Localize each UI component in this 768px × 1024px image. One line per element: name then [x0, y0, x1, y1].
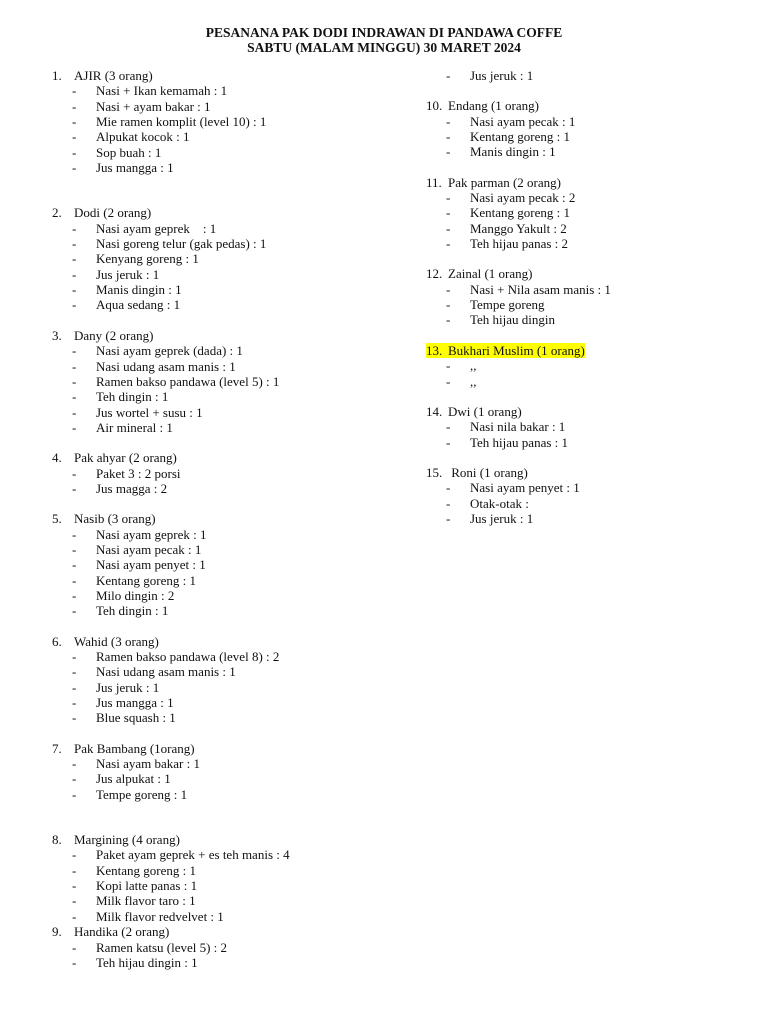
- order-items: [426, 282, 756, 328]
- item-text: Jus mangga : 1: [96, 160, 174, 176]
- bullet-dash: -: [72, 83, 77, 99]
- item-text: Sop buah : 1: [96, 144, 162, 160]
- bullet-dash: -: [72, 526, 77, 542]
- list-item: [52, 251, 392, 266]
- item-text: ,,: [470, 373, 477, 389]
- bullet-dash: -: [446, 434, 451, 450]
- bullet-dash: -: [72, 129, 77, 145]
- list-item: [426, 68, 756, 83]
- list-item: [52, 771, 392, 786]
- order-number: 2.: [52, 205, 62, 221]
- order-customer: Roni (1 orang): [448, 464, 528, 480]
- item-text: Nasi + ayam bakar : 1: [96, 98, 211, 114]
- order-heading: [52, 741, 392, 756]
- bullet-dash: -: [446, 205, 451, 221]
- list-item: [426, 129, 756, 144]
- item-text: Kentang goreng : 1: [96, 862, 197, 878]
- list-item: [52, 710, 392, 725]
- order-customer: Pak ahyar (2 orang): [74, 450, 177, 466]
- order-heading: [52, 450, 392, 465]
- bullet-dash: -: [446, 281, 451, 297]
- order-number: 10.: [426, 98, 443, 114]
- item-text: Milo dingin : 2: [96, 587, 175, 603]
- list-item: [426, 435, 756, 450]
- order-heading: [426, 98, 756, 113]
- order-heading: [426, 343, 756, 358]
- bullet-dash: -: [446, 495, 451, 511]
- order-9: [52, 924, 392, 970]
- item-text: Nasi nila bakar : 1: [470, 419, 566, 435]
- bullet-dash: -: [72, 679, 77, 695]
- list-item: [426, 312, 756, 327]
- order-items: [426, 114, 756, 160]
- order-5: [52, 511, 392, 618]
- bullet-dash: -: [72, 664, 77, 680]
- item-text: Manggo Yakult : 2: [470, 220, 567, 236]
- item-text: Ramen katsu (level 5) : 2: [96, 939, 228, 955]
- bullet-dash: -: [72, 297, 77, 313]
- item-text: Air mineral : 1: [96, 419, 173, 435]
- item-text: Milk flavor taro : 1: [96, 893, 196, 909]
- order-customer: Bukhari Muslim (1 orang): [448, 342, 585, 358]
- list-item: [52, 129, 392, 144]
- list-item: [426, 221, 756, 236]
- bullet-dash: -: [72, 419, 77, 435]
- bullet-dash: -: [72, 465, 77, 481]
- bullet-dash: -: [72, 771, 77, 787]
- bullet-dash: -: [72, 893, 77, 909]
- order-heading: [52, 328, 392, 343]
- item-text: Jus jeruk : 1: [96, 266, 160, 282]
- list-item: [52, 83, 392, 98]
- order-11: [426, 175, 756, 252]
- order-10: [426, 98, 756, 159]
- title-line-1: PESANANA PAK DODI INDRAWAN DI PANDAWA COFFE: [205, 25, 563, 40]
- order-1: [52, 68, 392, 175]
- order-number: 5.: [52, 511, 62, 527]
- bullet-dash: -: [446, 113, 451, 129]
- item-text: Nasi ayam bakar : 1: [96, 756, 200, 772]
- list-item: [426, 114, 756, 129]
- item-text: Teh hijau panas : 2: [470, 236, 569, 252]
- order-number: 6.: [52, 633, 62, 649]
- bullet-dash: -: [72, 695, 77, 711]
- order-number: 4.: [52, 450, 62, 466]
- list-item: [52, 527, 392, 542]
- list-item: [426, 374, 756, 389]
- list-item: [52, 588, 392, 603]
- order-customer: Dodi (2 orang): [74, 205, 152, 221]
- bullet-dash: -: [72, 878, 77, 894]
- order-heading: [52, 924, 392, 939]
- order-heading: [52, 511, 392, 526]
- bullet-dash: -: [72, 389, 77, 405]
- bullet-dash: -: [446, 297, 451, 313]
- list-item: [426, 496, 756, 511]
- bullet-dash: -: [72, 649, 77, 664]
- bullet-dash: -: [446, 190, 451, 206]
- item-text: Jus jeruk : 1: [96, 679, 160, 695]
- list-item: [52, 573, 392, 588]
- list-item: [52, 680, 392, 695]
- item-text: Nasi ayam pecak : 1: [470, 113, 576, 129]
- order-number: 7.: [52, 740, 62, 756]
- item-text: Tempe goreng: [470, 297, 545, 313]
- item-text: Manis dingin : 1: [96, 282, 182, 298]
- order-7: [52, 741, 392, 802]
- item-text: Nasi ayam pecak : 1: [96, 541, 202, 557]
- bullet-dash: -: [446, 510, 451, 526]
- order-items: [52, 756, 392, 802]
- bullet-dash: -: [72, 236, 77, 252]
- list-item: [426, 236, 756, 251]
- list-item: [52, 649, 392, 664]
- list-item: [426, 480, 756, 495]
- bullet-dash: -: [72, 756, 77, 772]
- order-customer: Dwi (1 orang): [448, 403, 522, 419]
- order-customer: Margining (4 orang): [74, 832, 180, 848]
- order-customer: AJIR (3 orang): [74, 68, 153, 83]
- title-line-2: SABTU (MALAM MINGGU) 30 MARET 2024: [247, 40, 521, 55]
- list-item: [426, 282, 756, 297]
- item-text: Nasi udang asam manis : 1: [96, 664, 236, 680]
- list-item: [52, 863, 392, 878]
- order-heading: [52, 832, 392, 847]
- item-text: Nasi goreng telur (gak pedas) : 1: [96, 236, 267, 252]
- order-items: [52, 940, 392, 971]
- item-text: Nasi + Nila asam manis : 1: [470, 281, 611, 297]
- list-item: [52, 893, 392, 908]
- order-number: 8.: [52, 832, 62, 848]
- order-heading: [52, 634, 392, 649]
- item-text: Jus wortel + susu : 1: [96, 404, 203, 420]
- item-text: Paket 3 : 2 porsi: [96, 465, 181, 481]
- order-items: [52, 527, 392, 619]
- list-item: [52, 603, 392, 618]
- item-text: Nasi + Ikan kemamah : 1: [96, 83, 228, 99]
- order-heading: [426, 266, 756, 281]
- bullet-dash: -: [446, 220, 451, 236]
- order-heading: [426, 465, 756, 480]
- item-text: Nasi ayam geprek (dada) : 1: [96, 343, 243, 359]
- bullet-dash: -: [72, 343, 77, 359]
- order-items: [52, 649, 392, 726]
- order-8: [52, 832, 392, 924]
- document-title: [0, 25, 768, 55]
- list-item: [426, 205, 756, 220]
- item-text: Jus jeruk : 1: [470, 68, 534, 83]
- item-text: Blue squash : 1: [96, 710, 176, 726]
- order-heading: [426, 175, 756, 190]
- list-item: [52, 909, 392, 924]
- bullet-dash: -: [446, 236, 451, 252]
- list-item: [52, 145, 392, 160]
- order-heading: [426, 404, 756, 419]
- list-item: [426, 144, 756, 159]
- list-item: [52, 221, 392, 236]
- bullet-dash: -: [72, 404, 77, 420]
- bullet-dash: -: [72, 220, 77, 236]
- order-number: 15.: [426, 464, 443, 480]
- item-text: Paket ayam geprek + es teh manis : 4: [96, 847, 290, 863]
- list-item: [52, 160, 392, 175]
- order-heading: [52, 205, 392, 220]
- item-text: Teh dingin : 1: [96, 603, 169, 619]
- order-items: [426, 358, 756, 389]
- item-text: Nasi udang asam manis : 1: [96, 358, 236, 374]
- order-12: [426, 266, 756, 327]
- order-2: [52, 205, 392, 312]
- order-customer: Pak parman (2 orang): [448, 174, 561, 190]
- item-text: Milk flavor redvelvet : 1: [96, 908, 224, 924]
- item-text: Nasi ayam penyet : 1: [96, 557, 206, 573]
- bullet-dash: -: [72, 373, 77, 389]
- item-text: Ramen bakso pandawa (level 5) : 1: [96, 373, 280, 389]
- item-text: Mie ramen komplit (level 10) : 1: [96, 114, 267, 130]
- right-column: [426, 68, 756, 526]
- list-item: [426, 419, 756, 434]
- bullet-dash: -: [446, 419, 451, 435]
- item-text: Nasi ayam penyet : 1: [470, 480, 580, 496]
- item-text: Otak-otak :: [470, 495, 529, 511]
- order-items: [426, 190, 756, 251]
- bullet-dash: -: [72, 572, 77, 588]
- item-text: Kopi latte panas : 1: [96, 878, 198, 894]
- item-text: Tempe goreng : 1: [96, 786, 188, 802]
- list-item: [52, 114, 392, 129]
- list-item: [52, 99, 392, 114]
- item-text: Jus magga : 2: [96, 480, 168, 496]
- item-text: ,,: [470, 358, 477, 374]
- bullet-dash: -: [446, 144, 451, 160]
- order-number: 11.: [426, 174, 442, 190]
- order-number: 13.: [426, 342, 443, 358]
- item-text: Kentang goreng : 1: [96, 572, 197, 588]
- bullet-dash: -: [72, 282, 77, 298]
- bullet-dash: -: [72, 587, 77, 603]
- item-text: Jus alpukat : 1: [96, 771, 171, 787]
- list-item: [52, 940, 392, 955]
- bullet-dash: -: [446, 358, 451, 374]
- bullet-dash: -: [72, 954, 77, 970]
- bullet-dash: -: [72, 710, 77, 726]
- list-item: [52, 787, 392, 802]
- list-item: [52, 756, 392, 771]
- bullet-dash: -: [72, 266, 77, 282]
- highlighted-heading: [426, 343, 585, 358]
- order-items: [52, 847, 392, 924]
- item-text: Aqua sedang : 1: [96, 297, 181, 313]
- order-9-continued-items: [426, 68, 756, 83]
- order-items: [52, 221, 392, 313]
- order-6: [52, 634, 392, 726]
- order-customer: Wahid (3 orang): [74, 633, 159, 649]
- list-item: [52, 282, 392, 297]
- order-customer: Handika (2 orang): [74, 924, 170, 940]
- order-customer: Endang (1 orang): [448, 98, 539, 114]
- bullet-dash: -: [446, 312, 451, 328]
- list-item: [52, 405, 392, 420]
- order-customer: Dany (2 orang): [74, 327, 154, 343]
- list-item: [52, 420, 392, 435]
- item-text: Nasi ayam geprek : 1: [96, 526, 207, 542]
- item-text: Jus mangga : 1: [96, 695, 174, 711]
- list-item: [52, 389, 392, 404]
- order-items: [52, 466, 392, 497]
- list-item: [426, 297, 756, 312]
- bullet-dash: -: [72, 114, 77, 130]
- list-item: [52, 236, 392, 251]
- order-number: 14.: [426, 403, 443, 419]
- item-text: Jus jeruk : 1: [470, 510, 534, 526]
- order-13: [426, 343, 756, 389]
- list-item: [52, 664, 392, 679]
- order-items: [426, 480, 756, 526]
- bullet-dash: -: [72, 603, 77, 619]
- bullet-dash: -: [72, 908, 77, 924]
- list-item: [52, 542, 392, 557]
- list-item: [52, 359, 392, 374]
- item-text: Teh hijau dingin: [470, 312, 556, 328]
- list-item: [52, 481, 392, 496]
- bullet-dash: -: [72, 786, 77, 802]
- order-heading: [52, 68, 392, 83]
- bullet-dash: -: [446, 480, 451, 496]
- list-item: [52, 297, 392, 312]
- order-number: 3.: [52, 327, 62, 343]
- order-14: [426, 404, 756, 450]
- order-4: [52, 450, 392, 496]
- order-15: [426, 465, 756, 526]
- item-text: Kentang goreng : 1: [470, 129, 571, 145]
- bullet-dash: -: [446, 68, 451, 83]
- bullet-dash: -: [72, 541, 77, 557]
- list-item: [52, 878, 392, 893]
- bullet-dash: -: [446, 129, 451, 145]
- bullet-dash: -: [72, 144, 77, 160]
- bullet-dash: -: [72, 98, 77, 114]
- order-items: [52, 83, 392, 175]
- left-column: [52, 68, 392, 970]
- list-item: [52, 557, 392, 572]
- bullet-dash: -: [72, 939, 77, 955]
- item-text: Manis dingin : 1: [470, 144, 556, 160]
- item-text: Teh hijau dingin : 1: [96, 954, 198, 970]
- bullet-dash: -: [72, 358, 77, 374]
- order-customer: Pak Bambang (1orang): [74, 740, 195, 756]
- list-item: [52, 267, 392, 282]
- list-item: [52, 466, 392, 481]
- bullet-dash: -: [72, 847, 77, 863]
- item-text: Teh dingin : 1: [96, 389, 169, 405]
- item-text: Ramen bakso pandawa (level 8) : 2: [96, 649, 280, 664]
- order-customer: Nasib (3 orang): [74, 511, 156, 527]
- list-item: [426, 358, 756, 373]
- order-number: 1.: [52, 68, 62, 83]
- item-text: Nasi ayam geprek : 1: [96, 220, 217, 236]
- list-item: [52, 343, 392, 358]
- order-customer: Zainal (1 orang): [448, 266, 533, 282]
- item-text: Teh hijau panas : 1: [470, 434, 569, 450]
- bullet-dash: -: [72, 160, 77, 176]
- order-items: [52, 343, 392, 435]
- list-item: [52, 695, 392, 710]
- bullet-dash: -: [72, 862, 77, 878]
- item-text: Alpukat kocok : 1: [96, 129, 190, 145]
- order-3: [52, 328, 392, 435]
- list-item: [52, 847, 392, 862]
- bullet-dash: -: [72, 251, 77, 267]
- bullet-dash: -: [72, 480, 77, 496]
- bullet-dash: -: [446, 373, 451, 389]
- list-item: [52, 374, 392, 389]
- bullet-dash: -: [72, 557, 77, 573]
- order-number: 9.: [52, 924, 62, 940]
- list-item: [52, 955, 392, 970]
- item-text: Kentang goreng : 1: [470, 205, 571, 221]
- item-text: Kenyang goreng : 1: [96, 251, 199, 267]
- list-item: [426, 190, 756, 205]
- item-text: Nasi ayam pecak : 2: [470, 190, 576, 206]
- list-item: [426, 511, 756, 526]
- order-items: [426, 419, 756, 450]
- order-number: 12.: [426, 266, 443, 282]
